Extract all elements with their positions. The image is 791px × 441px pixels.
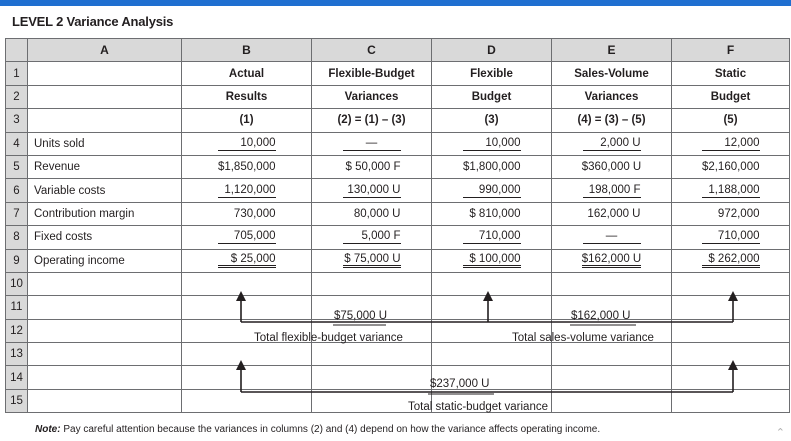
value: $162,000 U xyxy=(582,253,641,268)
cell[interactable] xyxy=(552,366,672,389)
cell[interactable] xyxy=(182,343,312,366)
row-number[interactable]: 1 xyxy=(6,62,28,85)
value: $ 262,000 xyxy=(702,253,760,268)
row-label[interactable]: Revenue xyxy=(28,155,182,178)
column-header-b[interactable]: B xyxy=(182,39,312,62)
cell[interactable] xyxy=(552,272,672,295)
table-row xyxy=(6,62,790,85)
cell[interactable] xyxy=(182,296,312,319)
cell[interactable] xyxy=(28,319,182,342)
column-header-e[interactable]: E xyxy=(552,39,672,62)
value: 130,000 U xyxy=(343,184,401,198)
row-number[interactable]: 2 xyxy=(6,85,28,108)
cell[interactable] xyxy=(672,319,790,342)
header-flex-var[interactable]: Flexible-Budget xyxy=(312,62,432,85)
cell-static[interactable] xyxy=(672,249,790,272)
value: $ 810,000 xyxy=(469,207,521,220)
cell-flex-budget[interactable] xyxy=(432,226,552,249)
header-flex-budget[interactable]: Flexible xyxy=(432,62,552,85)
row-number[interactable]: 3 xyxy=(6,109,28,132)
cell[interactable] xyxy=(182,272,312,295)
note-text: Pay careful attention because the variances in columns (2) and (4) depend on how the variance affects operating income. xyxy=(60,424,601,435)
value: 730,000 xyxy=(233,207,276,220)
page-title: LEVEL 2 Variance Analysis xyxy=(12,14,174,29)
value: $ 100,000 xyxy=(463,253,521,268)
row-label[interactable]: Units sold xyxy=(28,132,182,155)
corner-cell xyxy=(6,39,28,62)
value: $360,000 U xyxy=(581,161,642,174)
row-label[interactable]: Fixed costs xyxy=(28,226,182,249)
cell[interactable] xyxy=(432,296,552,319)
cell-static[interactable] xyxy=(672,155,790,178)
cell-sv-var[interactable] xyxy=(552,132,672,155)
table-row xyxy=(6,272,790,295)
cell-sv-var[interactable] xyxy=(552,202,672,225)
footnote xyxy=(5,419,789,441)
cell[interactable] xyxy=(552,389,672,412)
cell-flex-budget[interactable] xyxy=(432,202,552,225)
cell-static[interactable] xyxy=(672,202,790,225)
cell-flex-budget[interactable] xyxy=(432,132,552,155)
cell-flex-budget[interactable] xyxy=(432,179,552,202)
value: — xyxy=(343,137,401,151)
row-number[interactable]: 5 xyxy=(6,155,28,178)
cell[interactable] xyxy=(432,272,552,295)
column-header-row xyxy=(6,39,790,62)
table-row xyxy=(6,132,790,155)
header-flex-var[interactable]: Variances xyxy=(312,85,432,108)
table-row xyxy=(6,343,790,366)
header-flex-var[interactable]: (2) = (1) – (3) xyxy=(312,109,432,132)
header-static[interactable]: Static xyxy=(672,62,790,85)
cell[interactable] xyxy=(432,343,552,366)
cell[interactable] xyxy=(182,389,312,412)
value: 1,120,000 xyxy=(218,184,276,198)
cell-flex-budget[interactable] xyxy=(432,249,552,272)
value: $1,800,000 xyxy=(462,161,521,174)
table-row xyxy=(6,366,790,389)
value: 1,188,000 xyxy=(702,184,760,198)
cell-sv-var[interactable] xyxy=(552,155,672,178)
cell[interactable] xyxy=(182,366,312,389)
header-flex-budget[interactable]: (3) xyxy=(432,109,552,132)
row-number[interactable]: 15 xyxy=(6,389,28,412)
row-number[interactable]: 13 xyxy=(6,343,28,366)
cell[interactable] xyxy=(312,272,432,295)
column-header-c[interactable]: C xyxy=(312,39,432,62)
value: — xyxy=(583,230,641,244)
value: 10,000 xyxy=(463,137,521,151)
header-sv-var[interactable]: Variances xyxy=(552,85,672,108)
cell-actual[interactable] xyxy=(182,132,312,155)
cell-flex-var[interactable] xyxy=(312,179,432,202)
note-lead: Note: xyxy=(35,424,61,435)
value: 10,000 xyxy=(218,137,276,151)
value: 162,000 U xyxy=(587,207,641,220)
header-sv-var[interactable]: (4) = (3) – (5) xyxy=(552,109,672,132)
cell-static[interactable] xyxy=(672,226,790,249)
table-row xyxy=(6,109,790,132)
value: $2,160,000 xyxy=(701,161,760,174)
value: $1,850,000 xyxy=(217,161,276,174)
top-accent-bar xyxy=(0,0,791,6)
cell[interactable] xyxy=(28,343,182,366)
spreadsheet xyxy=(5,38,789,413)
static-budget-variance-label: Total static-budget variance xyxy=(408,401,548,413)
header-sv-var[interactable]: Sales-Volume xyxy=(552,62,672,85)
cell[interactable] xyxy=(312,366,432,389)
row-label[interactable]: Operating income xyxy=(28,249,182,272)
static-budget-variance-total: $237,000 U xyxy=(430,378,490,390)
cell-sv-var[interactable] xyxy=(552,179,672,202)
cell-actual[interactable] xyxy=(182,202,312,225)
row-number[interactable]: 8 xyxy=(6,226,28,249)
cell[interactable] xyxy=(28,85,182,108)
cell-flex-var[interactable] xyxy=(312,155,432,178)
column-header-a[interactable]: A xyxy=(28,39,182,62)
row-number[interactable]: 6 xyxy=(6,179,28,202)
cell-actual[interactable] xyxy=(182,226,312,249)
cell[interactable] xyxy=(28,296,182,319)
cell-sv-var[interactable] xyxy=(552,249,672,272)
cell[interactable] xyxy=(312,343,432,366)
value: 12,000 xyxy=(702,137,760,151)
table-row xyxy=(6,389,790,412)
header-static[interactable]: (5) xyxy=(672,109,790,132)
header-flex-budget[interactable]: Budget xyxy=(432,85,552,108)
cell-sv-var[interactable] xyxy=(552,226,672,249)
cell[interactable] xyxy=(672,296,790,319)
row-number[interactable]: 9 xyxy=(6,249,28,272)
row-number[interactable]: 14 xyxy=(6,366,28,389)
table-row xyxy=(6,296,790,319)
row-number[interactable]: 10 xyxy=(6,272,28,295)
header-actual[interactable]: Results xyxy=(182,85,312,108)
sales-volume-variance-label: Total sales-volume variance xyxy=(512,332,654,344)
flex-budget-variance-total: $75,000 U xyxy=(334,310,388,322)
cell[interactable] xyxy=(28,109,182,132)
value: 705,000 xyxy=(218,230,276,244)
value: $ 25,000 xyxy=(218,253,276,268)
cell[interactable] xyxy=(672,389,790,412)
flex-budget-variance-label: Total flexible-budget variance xyxy=(254,332,403,344)
header-static[interactable]: Budget xyxy=(672,85,790,108)
sales-volume-variance-total: $162,000 U xyxy=(571,310,631,322)
cell-actual[interactable] xyxy=(182,179,312,202)
column-header-d[interactable]: D xyxy=(432,39,552,62)
value: 990,000 xyxy=(463,184,521,198)
row-label[interactable]: Variable costs xyxy=(28,179,182,202)
row-number[interactable]: 12 xyxy=(6,319,28,342)
cell[interactable] xyxy=(28,272,182,295)
table-row xyxy=(6,85,790,108)
value: 2,000 U xyxy=(583,137,641,151)
value: 198,000 F xyxy=(583,184,641,198)
value: 710,000 xyxy=(702,230,760,244)
cell-flex-var[interactable] xyxy=(312,132,432,155)
table-row xyxy=(6,155,790,178)
column-header-f[interactable]: F xyxy=(672,39,790,62)
value: 710,000 xyxy=(463,230,521,244)
cell[interactable] xyxy=(28,62,182,85)
cell[interactable] xyxy=(672,366,790,389)
cell-flex-var[interactable] xyxy=(312,249,432,272)
value: 5,000 F xyxy=(343,230,401,244)
variance-table xyxy=(5,38,790,413)
cell[interactable] xyxy=(672,272,790,295)
value: $ 75,000 U xyxy=(343,253,401,268)
cell-static[interactable] xyxy=(672,179,790,202)
cell-flex-var[interactable] xyxy=(312,202,432,225)
cell[interactable] xyxy=(552,343,672,366)
caret-icon: ⌃ xyxy=(775,427,785,439)
cell[interactable] xyxy=(28,389,182,412)
cell-actual[interactable] xyxy=(182,155,312,178)
row-number[interactable]: 7 xyxy=(6,202,28,225)
row-number[interactable]: 4 xyxy=(6,132,28,155)
header-actual[interactable]: (1) xyxy=(182,109,312,132)
cell-flex-var[interactable] xyxy=(312,226,432,249)
header-actual[interactable]: Actual xyxy=(182,62,312,85)
cell-static[interactable] xyxy=(672,132,790,155)
cell[interactable] xyxy=(672,343,790,366)
table-row xyxy=(6,202,790,225)
row-label[interactable]: Contribution margin xyxy=(28,202,182,225)
cell[interactable] xyxy=(28,366,182,389)
value: 972,000 xyxy=(717,207,760,220)
value: $ 50,000 F xyxy=(345,161,401,174)
row-number[interactable]: 11 xyxy=(6,296,28,319)
cell-flex-budget[interactable] xyxy=(432,155,552,178)
table-row xyxy=(6,249,790,272)
cell-actual[interactable] xyxy=(182,249,312,272)
table-row xyxy=(6,179,790,202)
table-row xyxy=(6,226,790,249)
value: 80,000 U xyxy=(353,207,401,220)
